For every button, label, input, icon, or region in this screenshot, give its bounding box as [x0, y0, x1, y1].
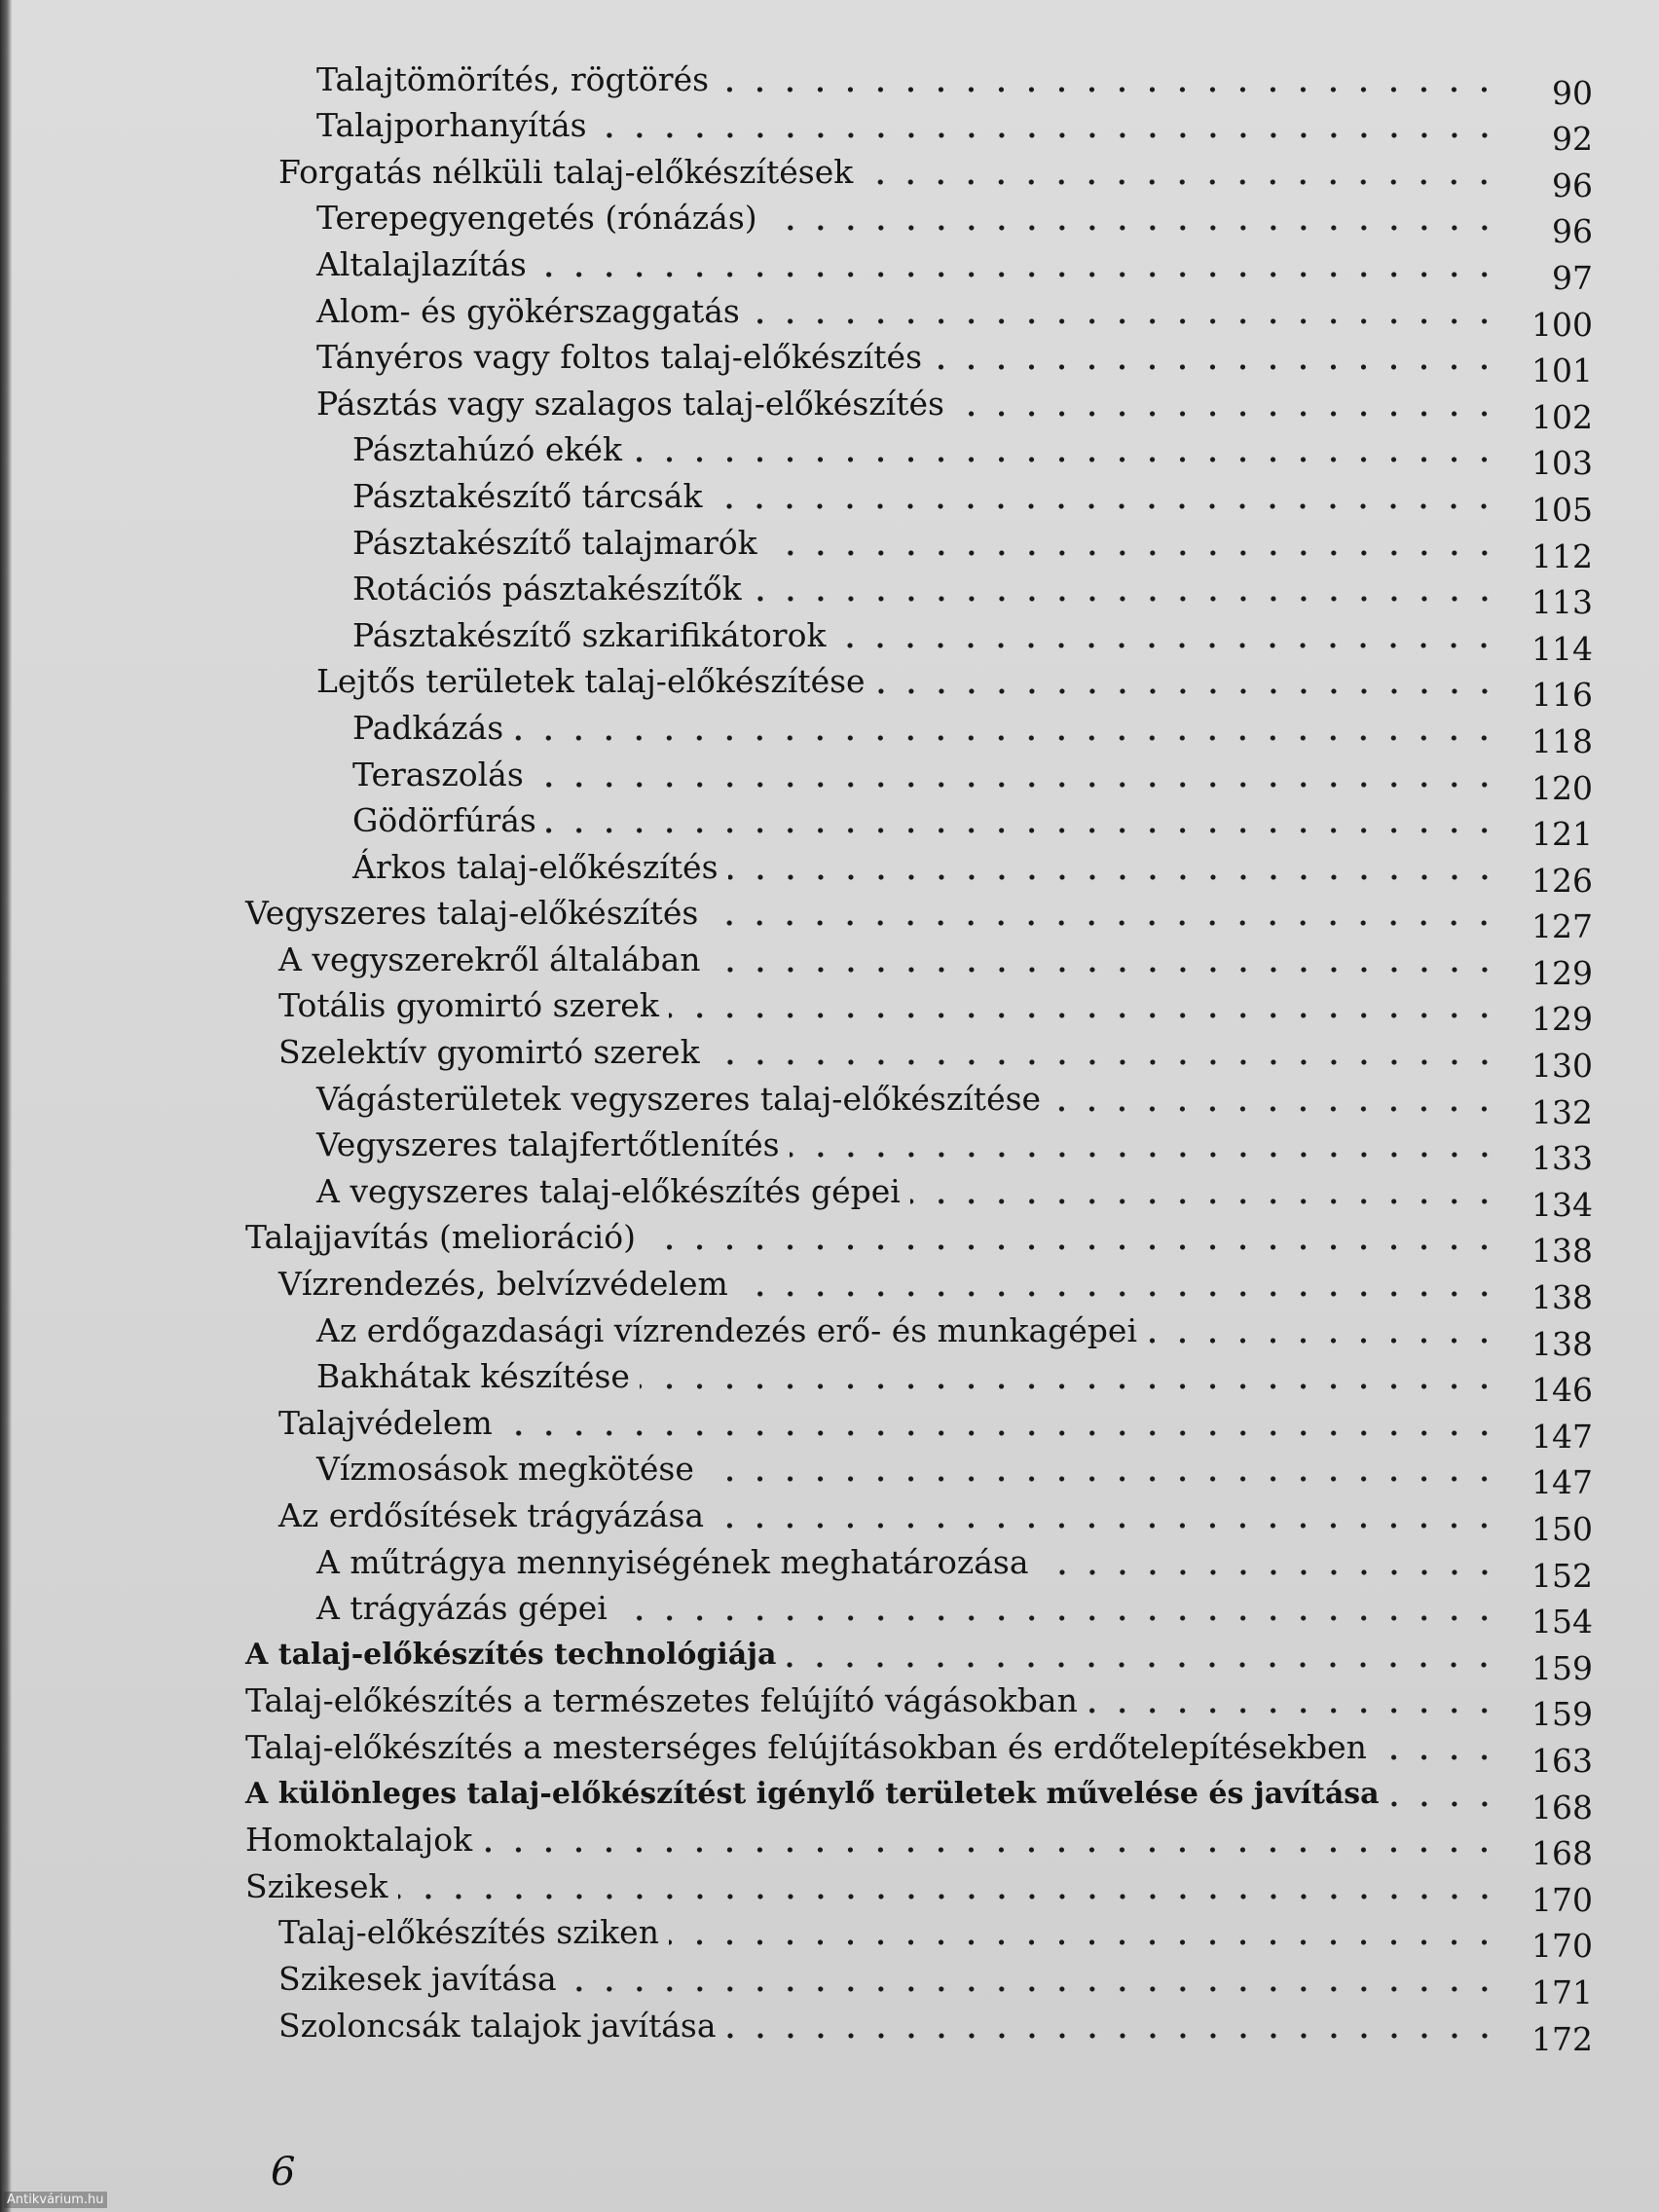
toc-entry-title: Talajvédelem	[278, 1403, 493, 1442]
toc-entry-title: Talaj-előkészítés a természetes felújító vágásokban	[245, 1681, 1078, 1720]
toc-entry-page: 121	[1531, 815, 1593, 854]
dot-leader	[617, 1614, 1499, 1622]
toc-entry-page: 126	[1531, 861, 1593, 900]
toc-entry-title: Talaj-előkészítés sziken	[278, 1913, 659, 1952]
toc-entry-title: Pásztahúzó ekék	[352, 430, 622, 469]
toc-entry-title: Totális gyomirtó szerek	[278, 986, 659, 1025]
toc-entry-page: 134	[1531, 1185, 1593, 1224]
toc-entry-page: 129	[1531, 953, 1593, 992]
toc-entry-title: Lejtős területek talaj-előkészítése	[316, 662, 866, 701]
dot-leader	[910, 1198, 1499, 1205]
toc-entry-title: Gödörfúrás	[352, 801, 536, 840]
toc-entry-page: 102	[1531, 397, 1593, 436]
dot-leader	[712, 502, 1499, 510]
toc-entry-page: 138	[1531, 1278, 1593, 1317]
toc-entry-title: Alom- és gyökérszaggatás	[316, 291, 740, 330]
toc-entry-title: Teraszolás	[352, 755, 524, 793]
toc-entry	[0, 151, 1659, 204]
dot-leader	[704, 1475, 1499, 1483]
dot-leader	[750, 317, 1499, 325]
toc-entry	[0, 707, 1659, 760]
toc-entry	[0, 1031, 1659, 1086]
toc-entry-title: Forgatás nélküli talaj-előkészítések	[278, 152, 854, 191]
dot-leader	[513, 734, 1499, 742]
toc-entry	[0, 1634, 1659, 1687]
toc-entry-title: Pásztakészítő talajmarók	[352, 523, 757, 562]
dot-leader	[738, 1290, 1499, 1298]
table-of-contents	[0, 58, 1659, 2058]
toc-entry-page: 105	[1531, 490, 1593, 529]
toc-entry-title: Szoloncsák talajok javítása	[278, 2006, 717, 2045]
toc-entry	[0, 429, 1659, 483]
toc-entry-title: Bakhátak készítése	[316, 1357, 630, 1396]
toc-entry-page: 103	[1531, 444, 1593, 483]
dot-leader	[536, 271, 1499, 278]
dot-leader	[767, 549, 1499, 557]
dot-leader	[863, 178, 1499, 186]
toc-entry-title: Terepegyengetés (rónázás)	[316, 199, 757, 238]
toc-entry-title: A vegyszeres talaj-előkészítés gépei	[316, 1171, 901, 1210]
toc-entry-page: 97	[1552, 258, 1593, 297]
toc-entry-page: 163	[1531, 1741, 1593, 1780]
toc-entry-title: Szikesek javítása	[278, 1959, 557, 1998]
toc-entry-page: 112	[1531, 536, 1593, 575]
toc-entry-page: 129	[1531, 1000, 1593, 1039]
toc-entry-page: 96	[1552, 166, 1593, 204]
toc-entry-page: 159	[1531, 1648, 1593, 1687]
toc-entry-title: Talajporhanyítás	[316, 106, 587, 145]
toc-entry-page: 114	[1531, 629, 1593, 668]
toc-entry-page: 132	[1531, 1092, 1593, 1131]
dot-leader	[790, 1151, 1499, 1159]
toc-entry-title: Árkos talaj-előkészítés	[352, 847, 719, 886]
toc-entry-title: Talajtömörítés, rögtörés	[316, 59, 710, 98]
dot-leader	[1389, 1800, 1499, 1808]
dot-leader	[597, 131, 1499, 139]
dot-leader	[632, 456, 1499, 463]
dot-leader	[1377, 1753, 1499, 1761]
toc-entry-title: Tányéros vagy foltos talaj-előkészítés	[316, 338, 923, 377]
toc-entry-title: Vegyszeres talajfertőtlenítés	[316, 1125, 780, 1164]
toc-entry	[0, 1820, 1659, 1873]
dot-leader	[786, 1661, 1499, 1669]
toc-entry-title: Talajjavítás (melioráció)	[245, 1218, 636, 1257]
dot-leader	[546, 827, 1499, 834]
toc-entry-title: Az erdősítések trágyázása	[278, 1496, 705, 1534]
dot-leader	[645, 1243, 1499, 1251]
dot-leader	[752, 595, 1499, 603]
toc-entry-title: Pásztakészítő tárcsák	[352, 476, 703, 515]
dot-leader	[954, 410, 1499, 418]
toc-entry-page: 154	[1531, 1603, 1593, 1641]
toc-entry-page: 168	[1531, 1788, 1593, 1826]
toc-entry-page: 172	[1531, 2019, 1593, 2058]
toc-entry-title: Az erdőgazdasági vízrendezés erő- és munkagépei	[316, 1310, 1137, 1349]
toc-entry-title: Homoktalajok	[245, 1821, 473, 1860]
toc-entry	[0, 105, 1659, 159]
toc-entry-page: 170	[1531, 1927, 1593, 1966]
toc-entry-page: 138	[1531, 1232, 1593, 1271]
toc-entry	[0, 2005, 1659, 2058]
toc-entry	[0, 1356, 1659, 1410]
toc-entry-title: A trágyázás gépei	[316, 1589, 608, 1628]
toc-entry	[0, 1588, 1659, 1641]
toc-entry	[0, 522, 1659, 575]
toc-entry	[0, 198, 1659, 251]
toc-entry-title: Vízrendezés, belvízvédelem	[278, 1265, 728, 1304]
toc-entry-title: Vízmosások megkötése	[316, 1450, 694, 1489]
toc-entry	[0, 290, 1659, 344]
page-number: 6	[271, 2150, 296, 2194]
toc-entry-page: 130	[1531, 1047, 1593, 1086]
dot-leader	[1088, 1707, 1499, 1714]
toc-entry	[0, 800, 1659, 854]
dot-leader	[669, 1012, 1499, 1019]
toc-entry-page: 168	[1531, 1834, 1593, 1873]
toc-entry-page: 118	[1531, 721, 1593, 760]
toc-entry	[0, 1217, 1659, 1271]
toc-entry	[0, 337, 1659, 390]
toc-entry-title: Talaj-előkészítés a mesterséges felújításokban és erdőtelepítésekben	[245, 1727, 1367, 1766]
toc-entry-title: Padkázás	[352, 708, 504, 747]
toc-entry-title: Altalajlazítás	[316, 244, 527, 283]
toc-entry-title: A különleges talaj-előkészítést igénylő területek művelése és javítása	[245, 1776, 1380, 1811]
dot-leader	[482, 1846, 1499, 1854]
dot-leader	[932, 363, 1499, 371]
toc-entry	[0, 1449, 1659, 1502]
dot-leader	[875, 687, 1499, 695]
dot-leader	[710, 1058, 1499, 1066]
toc-entry-page: 101	[1531, 351, 1593, 390]
dot-leader	[1147, 1337, 1499, 1345]
toc-entry-title: Pásztás vagy szalagos talaj-előkészítés	[316, 384, 944, 423]
toc-entry	[0, 1726, 1659, 1780]
toc-entry	[0, 1912, 1659, 1966]
dot-leader	[714, 1522, 1499, 1530]
dot-leader	[502, 1429, 1499, 1437]
toc-entry-page: 152	[1531, 1556, 1593, 1595]
toc-entry	[0, 614, 1659, 668]
toc-entry-page: 170	[1531, 1880, 1593, 1919]
dot-leader	[398, 1893, 1499, 1900]
dot-leader	[534, 781, 1499, 789]
toc-entry	[0, 1078, 1659, 1131]
toc-entry-title: Rotációs pásztakészítők	[352, 570, 742, 608]
toc-entry-page: 147	[1531, 1463, 1593, 1502]
toc-entry-page: 100	[1531, 305, 1593, 344]
toc-entry-title: Szelektív gyomirtó szerek	[278, 1033, 700, 1072]
toc-entry-page: 138	[1531, 1324, 1593, 1363]
dot-leader	[726, 2032, 1499, 2040]
toc-entry-title: A műtrágya mennyiségének meghatározása	[316, 1542, 1029, 1581]
toc-entry-page: 116	[1531, 676, 1593, 715]
toc-entry-title: Vegyszeres talaj-előkészítés	[245, 894, 699, 933]
toc-entry-title: Pásztakészítő szkarifikátorok	[352, 615, 827, 654]
toc-entry-page: 159	[1531, 1695, 1593, 1734]
toc-entry	[0, 1958, 1659, 2011]
toc-entry-title: Vágásterületek vegyszeres talaj-előkészítése	[316, 1079, 1042, 1118]
toc-entry	[0, 1309, 1659, 1363]
toc-entry	[0, 1124, 1659, 1178]
toc-entry	[0, 1773, 1659, 1826]
dot-leader	[567, 1985, 1499, 1993]
toc-entry-page: 90	[1552, 73, 1593, 112]
toc-entry	[0, 1263, 1659, 1317]
toc-entry-title: A vegyszerekről általában	[278, 940, 701, 978]
toc-entry	[0, 661, 1659, 715]
toc-entry	[0, 1402, 1659, 1456]
toc-entry	[0, 569, 1659, 622]
toc-entry-title: A talaj-előkészítés technológiája	[245, 1637, 777, 1672]
dot-leader	[835, 642, 1499, 649]
toc-entry	[0, 58, 1659, 112]
dot-leader	[719, 86, 1499, 93]
toc-entry	[0, 893, 1659, 946]
toc-entry-page: 120	[1531, 768, 1593, 807]
toc-entry-page: 133	[1531, 1139, 1593, 1178]
toc-entry-page: 150	[1531, 1510, 1593, 1548]
toc-entry	[0, 1541, 1659, 1595]
toc-entry	[0, 939, 1659, 992]
dot-leader	[728, 873, 1499, 881]
toc-entry-page: 147	[1531, 1417, 1593, 1456]
toc-entry-page: 127	[1531, 907, 1593, 946]
toc-entry	[0, 243, 1659, 297]
toc-entry-page: 113	[1531, 583, 1593, 622]
toc-entry	[0, 1680, 1659, 1734]
dot-leader	[711, 966, 1499, 974]
dot-leader	[1051, 1105, 1499, 1113]
dot-leader	[669, 1938, 1499, 1946]
toc-entry-page: 96	[1552, 212, 1593, 251]
toc-entry	[0, 1494, 1659, 1548]
dot-leader	[708, 919, 1499, 927]
toc-entry-page: 146	[1531, 1371, 1593, 1410]
toc-entry	[0, 1170, 1659, 1224]
toc-entry-title: Szikesek	[245, 1866, 388, 1905]
toc-entry	[0, 383, 1659, 436]
watermark: Antikvárium.hu	[4, 2192, 107, 2208]
toc-entry-page: 92	[1552, 120, 1593, 159]
dot-leader	[640, 1382, 1499, 1390]
toc-entry	[0, 754, 1659, 807]
toc-entry	[0, 985, 1659, 1039]
toc-entry-page: 171	[1531, 1972, 1593, 2011]
toc-entry	[0, 475, 1659, 529]
toc-entry	[0, 846, 1659, 900]
dot-leader	[1039, 1568, 1499, 1576]
dot-leader	[767, 224, 1499, 232]
toc-entry	[0, 1865, 1659, 1919]
